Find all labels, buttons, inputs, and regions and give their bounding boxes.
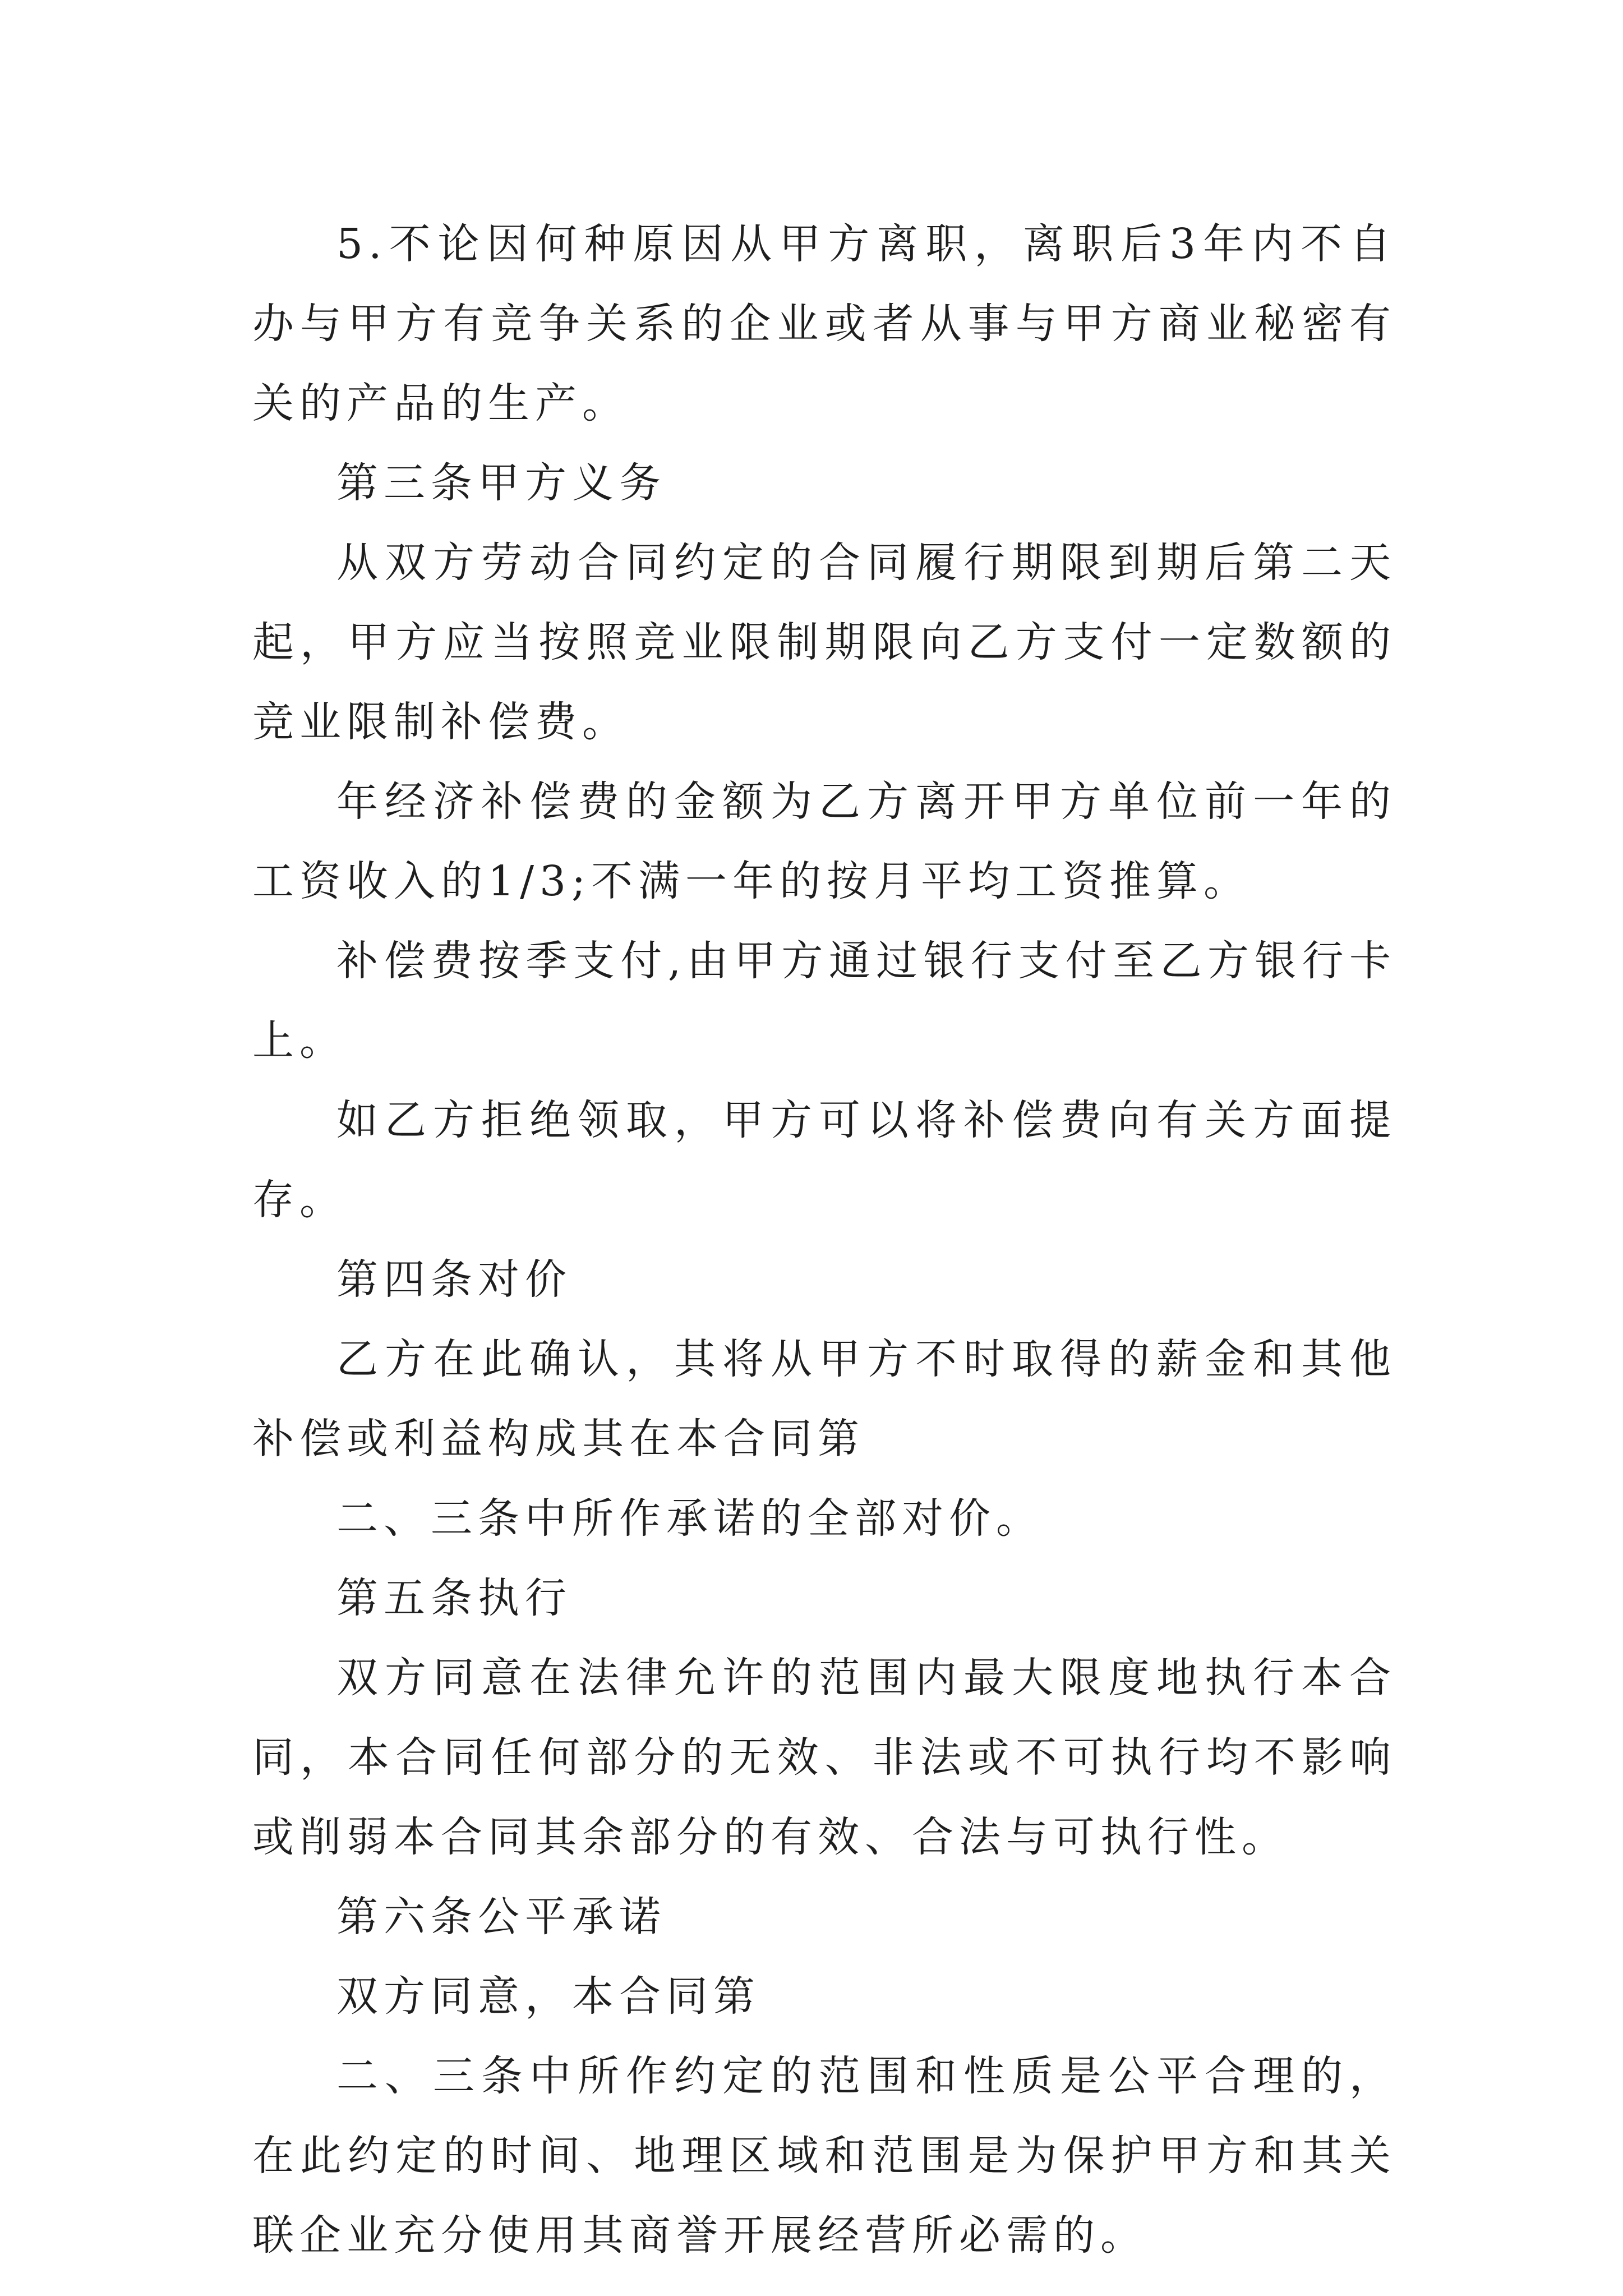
article-4-heading: 第四条对价 — [336, 1255, 572, 1304]
article-3-paragraph-2: 年经济补偿费的金额为乙方离开甲方单位前一年的工资收入的1/3;不满一年的按月平均工资推算。 — [252, 777, 1396, 905]
article-6-paragraph-1: 双方同意，本合同第 — [336, 1972, 760, 2021]
article-3-paragraph-1: 从双方劳动合同约定的合同履行期限到期后第二天起，甲方应当按照竞业限制期限向乙方支付一定数额的竞业限制补偿费。 — [252, 539, 1396, 746]
document-body — [252, 204, 1396, 2275]
article-5-heading: 第五条执行 — [336, 1574, 572, 1622]
article-4-paragraph-1: 乙方在此确认，其将从甲方不时取得的薪金和其他补偿或利益构成其在本合同第 — [252, 1335, 1396, 1463]
article-6-paragraph-2: 二、三条中所作约定的范围和性质是公平合理的，在此约定的时间、地理区域和范围是为保护甲方和其关联企业充分使用其商誉开展经营所必需的。 — [252, 2052, 1396, 2260]
article-6-heading: 第六条公平承诺 — [336, 1893, 666, 1941]
article-3-heading: 第三条甲方义务 — [336, 459, 666, 507]
article-3-paragraph-3: 补偿费按季支付,由甲方通过银行支付至乙方银行卡上。 — [252, 937, 1396, 1065]
article-5-paragraph: 双方同意在法律允许的范围内最大限度地执行本合同，本合同任何部分的无效、非法或不可执行均不影响或削弱本合同其余部分的有效、合法与可执行性。 — [252, 1654, 1396, 1861]
article-4-paragraph-2: 二、三条中所作承诺的全部对价。 — [336, 1494, 1043, 1543]
clause-5-paragraph: 5.不论因何种原因从甲方离职，离职后3年内不自办与甲方有竞争关系的企业或者从事与甲方商业秘密有关的产品的生产。 — [252, 220, 1396, 427]
article-3-paragraph-4: 如乙方拒绝领取，甲方可以将补偿费向有关方面提存。 — [252, 1096, 1396, 1224]
